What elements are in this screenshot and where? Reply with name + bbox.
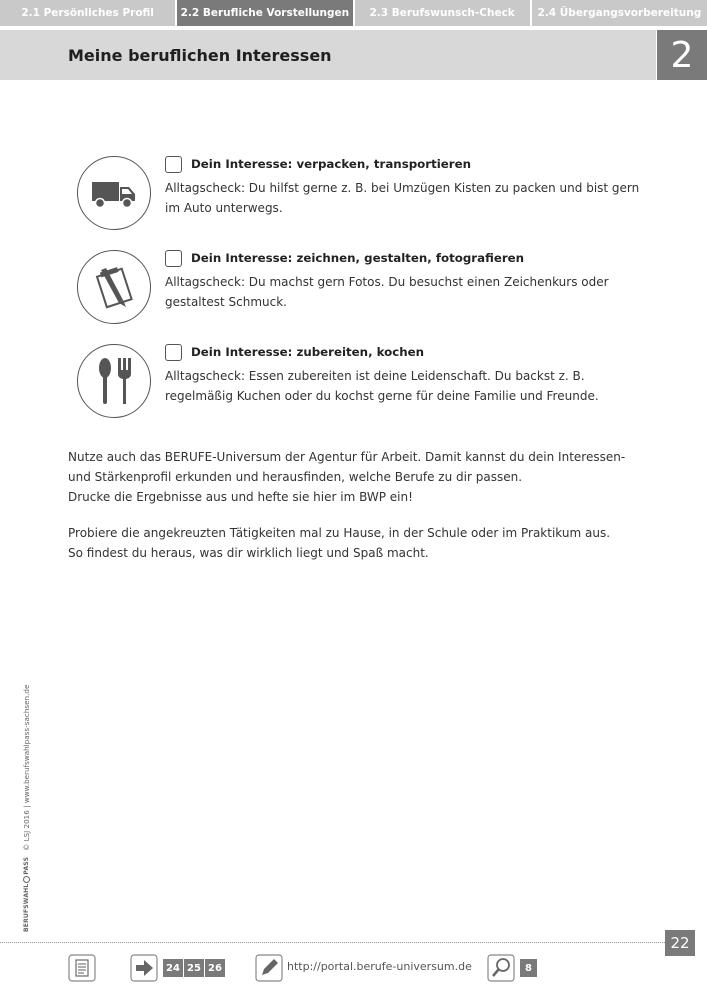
page-number: 22	[665, 930, 695, 956]
tab-berufliche-vorstellungen[interactable]: 2.2 Berufliche Vorstellungen	[177, 0, 352, 26]
interest-item	[0, 250, 707, 340]
tip-paragraph	[68, 523, 648, 563]
brand-logo	[23, 857, 30, 932]
magnifier-icon[interactable]	[487, 954, 515, 982]
brand-right: PASS	[23, 856, 30, 875]
tab-persoenliches-profil[interactable]: 2.1 Persönliches Profil	[0, 0, 175, 26]
spoon-fork-icon	[77, 344, 151, 418]
tab-uebergangsvorbereitung[interactable]: 2.4 Übergangsvorbereitung	[532, 0, 707, 26]
tab-berufswunsch-check[interactable]: 2.3 Berufswunsch-Check	[355, 0, 530, 26]
interest-checkbox[interactable]	[165, 250, 182, 267]
footer	[0, 952, 707, 986]
title-bar	[0, 30, 656, 80]
arrow-right-icon[interactable]	[130, 954, 158, 982]
interest-item	[0, 344, 707, 434]
interest-heading: Dein Interesse: zubereiten, kochen	[191, 345, 425, 359]
truck-icon	[77, 156, 151, 230]
info-paragraph	[68, 447, 648, 507]
portal-link[interactable]: http://portal.berufe-universum.de	[287, 960, 472, 973]
paragraph-line: Drucke die Ergebnisse aus und hefte sie hier im BWP ein!	[68, 490, 413, 504]
pencil-icon[interactable]	[255, 954, 283, 982]
interest-description: Alltagscheck: Du machst gern Fotos. Du besuchst einen Zeichenkurs oder gestaltest Schmuck.	[165, 275, 609, 309]
interest-checkbox[interactable]	[165, 344, 182, 361]
dotted-divider	[0, 942, 665, 943]
paint-brush-icon	[77, 250, 151, 324]
interest-description: Alltagscheck: Du hilfst gerne z. B. bei Umzügen Kisten zu packen und bist gern im Auto unterwegs.	[165, 181, 640, 215]
interest-heading: Dein Interesse: verpacken, transportieren	[191, 157, 471, 171]
copyright-text: © LSJ 2016 | www.berufswahlpass-sachsen.de	[22, 684, 31, 851]
paragraph-line: So findest du heraus, was dir wirklich liegt und Spaß macht.	[68, 546, 429, 560]
brand-left: BERUFSWAHL	[23, 883, 30, 932]
interest-item	[0, 156, 707, 246]
paragraph-line: Probiere die angekreuzten Tätigkeiten mal zu Hause, in der Schule oder im Praktikum aus.	[68, 526, 611, 540]
page-ref-badge[interactable]: 24	[163, 959, 183, 977]
paragraph-line: und Stärkenprofil erkunden und herausfinden, welche Berufe zu dir passen.	[68, 470, 523, 484]
chapter-number: 2	[657, 30, 707, 80]
interest-description: Alltagscheck: Essen zubereiten ist deine Leidenschaft. Du backst z. B. regelmäßig Kuchen oder du kochst gerne für deine Familie und Freunde.	[165, 369, 599, 403]
interest-checkbox[interactable]	[165, 156, 182, 173]
interest-heading: Dein Interesse: zeichnen, gestalten, fotografieren	[191, 251, 525, 265]
page-title: Meine beruflichen Interessen	[68, 45, 332, 65]
page-ref-badge[interactable]: 25	[184, 959, 204, 977]
page-ref-badge[interactable]: 26	[205, 959, 225, 977]
document-icon[interactable]	[68, 954, 96, 982]
paragraph-line: Nutze auch das BERUFE-Universum der Agentur für Arbeit. Damit kannst du dein Interessen-	[68, 450, 626, 464]
section-tabs	[0, 0, 707, 26]
search-count-badge[interactable]: 8	[520, 959, 537, 977]
sidebar-imprint	[22, 685, 31, 932]
